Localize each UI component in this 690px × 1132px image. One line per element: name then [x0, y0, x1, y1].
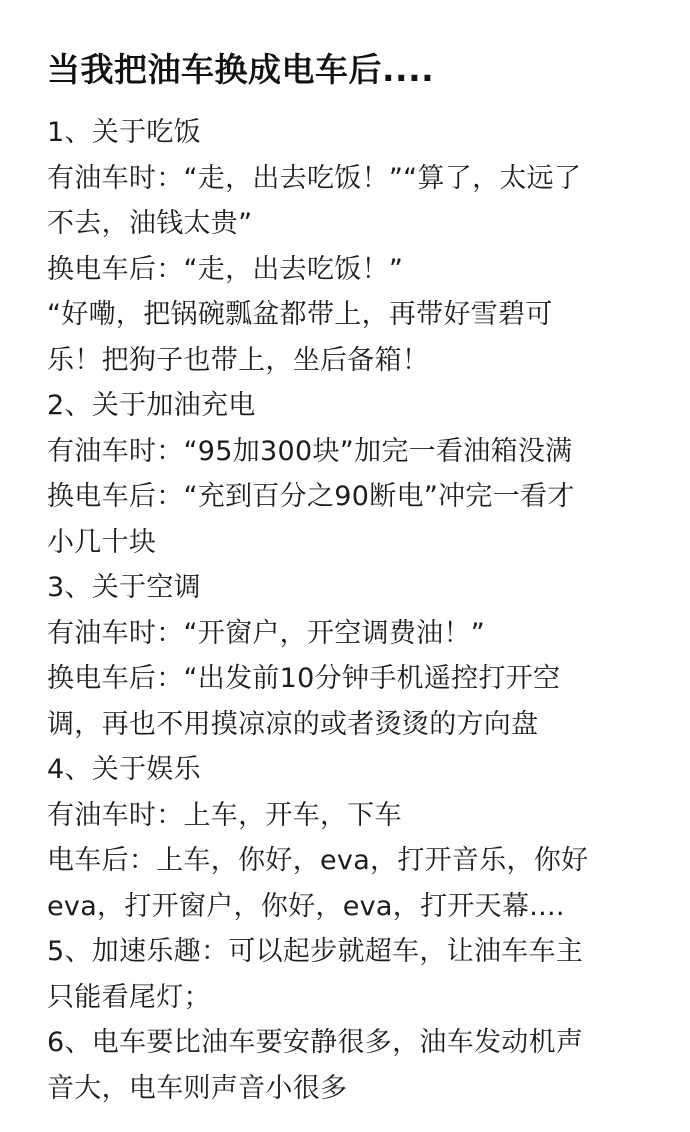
- text-line: 小几十块: [47, 526, 157, 558]
- section-heading-refuel-charge: 2、关于加油充电: [47, 390, 256, 421]
- text-line: “好嘞，把锅碗瓢盆都带上，再带好雪碧可: [47, 299, 553, 330]
- text-line: 调，再也不用摸凉凉的或者烫烫的方向盘: [47, 708, 539, 740]
- text-line: 有油车时：“开窗户，开空调费油！”: [47, 617, 486, 649]
- text-line: 电车后：上车，你好，eva，打开音乐，你好: [47, 845, 589, 876]
- post-body: [47, 110, 646, 1111]
- text-line: 有油车时：“95加300块”加完一看油箱没满: [47, 435, 573, 467]
- text-line: eva，打开窗户，你好，eva，打开天幕....: [47, 890, 565, 922]
- post-title: 当我把油车换成电车后....: [47, 50, 435, 89]
- text-line: 音大，电车则声音小很多: [47, 1072, 348, 1104]
- section-heading-quietness: 6、电车要比油车要安静很多，油车发动机声: [47, 1027, 584, 1058]
- text-line: 有油车时：上车，开车，下车: [47, 799, 402, 831]
- text-line: 有油车时：“走，出去吃饭！”“算了，太远了: [47, 162, 582, 194]
- text-line: 不去，油钱太贵”: [47, 208, 253, 239]
- text-line: 换电车后：“充到百分之90断电”冲完一看才: [47, 481, 575, 512]
- section-heading-entertainment: 4、关于娱乐: [47, 754, 201, 785]
- section-heading-air-conditioning: 3、关于空调: [47, 572, 201, 603]
- section-heading-acceleration: 5、加速乐趣：可以起步就超车，让油车车主: [47, 936, 584, 967]
- text-line: 换电车后：“出发前10分钟手机遥控打开空: [47, 663, 561, 694]
- text-line: 只能看尾灯；: [47, 981, 211, 1013]
- section-heading-dining: 1、关于吃饭: [47, 117, 201, 148]
- text-line: 换电车后：“走，出去吃饭！”: [47, 253, 404, 285]
- text-line: 乐！把狗子也带上，坐后备箱！: [47, 344, 430, 376]
